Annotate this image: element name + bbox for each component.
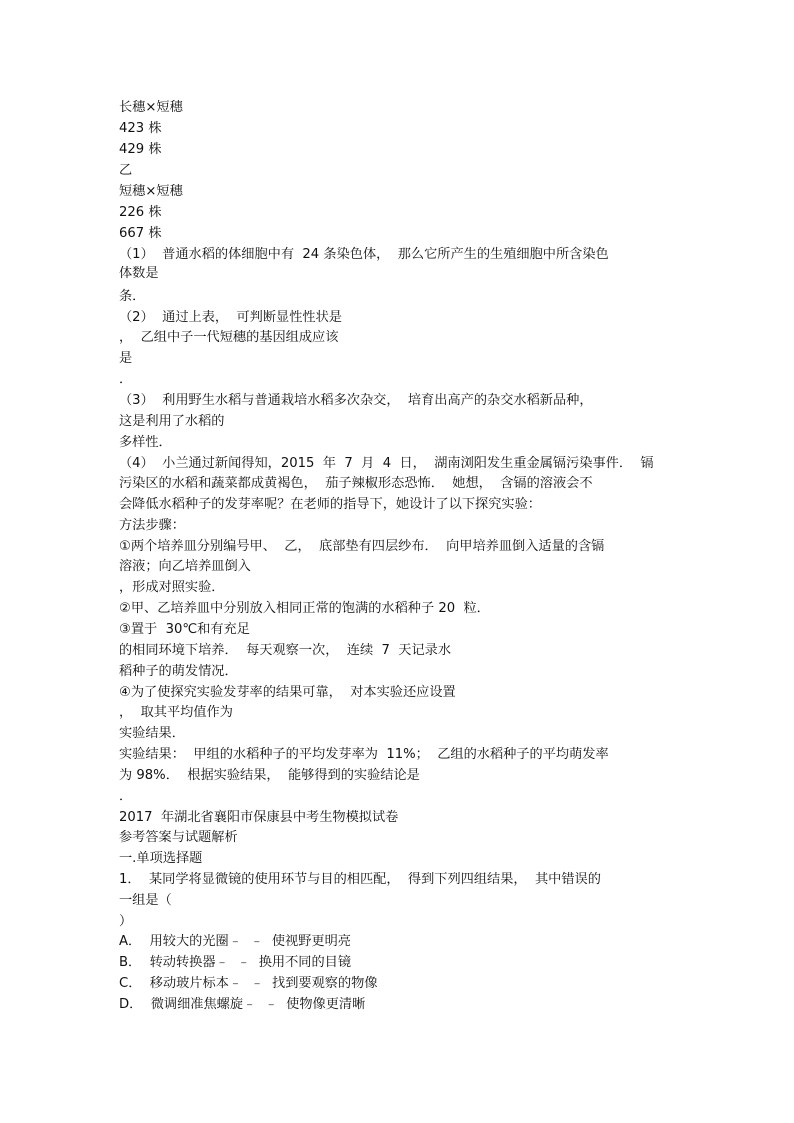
text-line: ②甲、乙培养皿中分别放入相同正常的饱满的水稻种子 20 粒． xyxy=(119,601,490,616)
text-line: 一.单项选择题 xyxy=(119,851,203,866)
text-line: 实验结果． xyxy=(119,726,185,741)
text-line: ． xyxy=(119,789,133,804)
text-line: （3） 利用野生水稻与普通栽培水稻多次杂交， 培育出高产的杂交水稻新品种， xyxy=(119,393,593,408)
text-line: 短穗×短穗 xyxy=(119,184,183,199)
text-line: 423 株 xyxy=(119,121,162,136)
text-line: 667 株 xyxy=(119,226,162,241)
text-line: （2） 通过上表， 可判断显性性状是 xyxy=(119,310,342,325)
text-line: 1． 某同学将显微镜的使用环节与目的相匹配， 得到下列四组结果， 其中错误的 xyxy=(119,872,601,887)
text-line: 429 株 xyxy=(119,142,162,157)
text-line: ①两个培养皿分别编号甲、 乙， 底部垫有四层纱布． 向甲培养皿倒入适量的含镉 xyxy=(119,539,605,554)
text-line: 的相同环境下培养． 每天观察一次， 连续 7 天记录水 xyxy=(119,643,452,658)
text-line: 226 株 xyxy=(119,205,162,220)
text-line: ④为了使探究实验发芽率的结果可靠， 对本实验还应设置 xyxy=(119,685,456,700)
text-line: 稻种子的萌发情况． xyxy=(119,664,238,679)
text-line: 会降低水稻种子的发芽率呢？在老师的指导下，她设计了以下探究实验： xyxy=(119,497,541,512)
text-line: 一组是（ xyxy=(119,893,172,908)
text-line: 条． xyxy=(119,289,146,304)
text-line: ， 乙组中子一代短穗的基因组成应该 xyxy=(119,330,339,345)
text-line: 长穗×短穗 xyxy=(119,100,183,115)
text-line: 方法步骤： xyxy=(119,518,185,533)
text-line: C． 移动玻片标本﹣ ﹣ 找到要观察的物像 xyxy=(119,976,378,991)
text-line: 为 98%． 根据实验结果， 能够得到的实验结论是 xyxy=(119,768,420,783)
text-line: 2017 年湖北省襄阳市保康县中考生物模拟试卷 xyxy=(119,810,399,825)
text-line: 污染区的水稻和蔬菜都成黄褐色， 茄子辣椒形态恐怖． 她想， 含镉的溶液会不 xyxy=(119,476,593,491)
text-line: B． 转动转换器﹣ ﹣ 换用不同的目镜 xyxy=(119,955,352,970)
text-line: ， 取其平均值作为 xyxy=(119,705,233,720)
text-line: 这是利用了水稻的 xyxy=(119,414,225,429)
text-line: 是 xyxy=(119,351,133,366)
text-line: ． xyxy=(119,372,133,387)
text-line: 多样性． xyxy=(119,435,172,450)
text-line: （1） 普通水稻的体细胞中有 24 条染色体， 那么它所产生的生殖细胞中所含染色 xyxy=(119,247,609,262)
text-line: ，形成对照实验． xyxy=(119,580,225,595)
text-line: D． 微调细准焦螺旋﹣ ﹣ 使物像更清晰 xyxy=(119,997,366,1012)
text-line: 溶液；向乙培养皿倒入 xyxy=(119,559,251,574)
text-line: 乙 xyxy=(119,163,133,178)
text-line: 实验结果： 甲组的水稻种子的平均发芽率为 11%； 乙组的水稻种子的平均萌发率 xyxy=(119,747,609,762)
text-line: ③置于 30℃和有充足 xyxy=(119,622,250,637)
text-line: 体数是 xyxy=(119,266,159,281)
text-line: 参考答案与试题解析 xyxy=(119,830,238,845)
text-line: ） xyxy=(119,914,133,929)
text-line: （4） 小兰通过新闻得知，2015 年 7 月 4 日， 湖南浏阳发生重金属镉污染事件． 镉 xyxy=(119,456,654,471)
text-line: A． 用较大的光圈﹣ ﹣ 使视野更明亮 xyxy=(119,934,351,949)
